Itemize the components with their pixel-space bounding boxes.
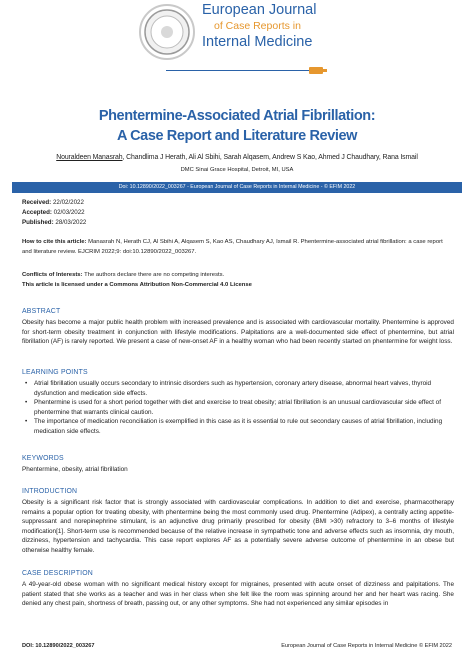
- journal-title-line3: Internal Medicine: [202, 34, 313, 51]
- affiliation: DMC Sinai Grace Hospital, Detroit, MI, USA: [180, 167, 294, 173]
- footer-journal: European Journal of Case Reports in Internal Medicine © EFIM 2022: [281, 643, 452, 649]
- case-description-text: A 49-year-old obese woman with no significant medical history except for migraines, presented with acute onset of dizziness and palpitations. The patient stated that she works as a teacher and was in her class when she felt like the room was spinning around her and her heart was racing. She denied any chest pain, shortness of breath, passing out, or any other symptoms. She had not experienced any similar episodes in: [22, 581, 454, 607]
- published-date: [22, 218, 86, 228]
- doi-banner: Doi: 10.12890/2022_003267 - European Journal of Case Reports in Internal Medicine - © EFIM 2022: [12, 182, 462, 193]
- conflicts-text: The authors declare there are no competing interests.: [84, 272, 225, 278]
- other-authors: , Chandlima J Herath, Ali Al Sbihi, Sarah Alqasem, Andrew S Kao, Ahmed J Chaudhary, Rana Ismail: [122, 154, 418, 161]
- article-title-line2: A Case Report and Literature Review: [116, 128, 358, 144]
- license-text: This article is licensed under a Commons Attribution Non-Commercial 4.0 License: [22, 282, 252, 288]
- published-value: 28/03/2022: [55, 219, 87, 226]
- stethoscope-logo-icon: [138, 3, 196, 61]
- conflicts-label: Conflicts of Interests:: [22, 272, 83, 278]
- learning-point: • The importance of medication reconciliation is exemplified in this case as it is essential to rule out secondary causes of atrial fibrillation, including medication side effects.: [22, 417, 452, 436]
- introduction-heading: INTRODUCTION: [22, 488, 78, 495]
- journal-title-line1: European Journal: [202, 2, 317, 18]
- learning-point: • Phentermine is used for a short period together with diet and exercise to treat obesity; atrial fibrillation is an unusual cardiovascular side effect of phentermine that warrants clinical caution.: [22, 398, 452, 417]
- logo-cable: [166, 70, 310, 71]
- citation-text: Manasrah N, Herath CJ, Al Sbihi A, Alqasem S, Kao AS, Chaudhary AJ, Ismail R. Phentermine-associated atrial fibrillation: a case report and literature review. EJCRIM 2022;9: doi:10.12890/2022_003267.: [22, 239, 443, 255]
- journal-title: [202, 3, 392, 51]
- received-value: 22/02/2022: [52, 199, 84, 206]
- citation-label: How to cite this article:: [22, 239, 87, 245]
- received-label: Received:: [22, 199, 52, 206]
- article-title: [0, 106, 474, 146]
- abstract-heading: ABSTRACT: [22, 308, 61, 315]
- keywords-heading: KEYWORDS: [22, 455, 64, 462]
- conflicts-block: [22, 270, 452, 290]
- author-list: [10, 154, 464, 161]
- article-title-line1: Phentermine-Associated Atrial Fibrillation:: [98, 108, 376, 124]
- article-dates: [22, 198, 86, 228]
- received-date: [22, 198, 86, 208]
- learning-point: • Atrial fibrillation usually occurs secondary to intrinsic disorders such as hypertension, coronary artery disease, abnormal heart valves, thyroid dysfunction and medication side effects.: [22, 379, 452, 398]
- footer-doi: DOI: 10.12890/2022_003267: [22, 643, 95, 649]
- published-label: Published:: [22, 219, 54, 226]
- abstract-text: Obesity has become a major public health problem with increased prevalence and is associated with cardiovascular mortality. Phentermine is approved for short-term obesity treatment in conjunction with lifestyle modifications. Palpitations are a well-documented side effect of phentermine, but atrial fibrillation (AF) is rarely reported. We present a case of new-onset AF in a healthy woman who had been recently started on phentermine for weight loss.: [22, 319, 454, 345]
- citation: [22, 238, 452, 257]
- journal-header: [0, 0, 474, 86]
- accepted-value: 02/03/2022: [53, 209, 85, 216]
- usb-plug-icon: [309, 67, 323, 74]
- accepted-date: [22, 208, 86, 218]
- learning-points-list: [22, 379, 452, 436]
- keywords-text: Phentermine, obesity, atrial fibrillation: [22, 466, 128, 473]
- first-author[interactable]: Nouraldeen Manasrah: [56, 154, 123, 161]
- introduction-text: Obesity is a significant risk factor that is strongly associated with cardiovascular complications. In addition to diet and exercise, pharmacotherapy remains a popular option for treating obesity, with phentermine being the most commonly used drug. Phentermine (Adipex), a centrally acting appetite-suppressant and norepinephrine stimulant, is an adjunctive drug primarily prescribed for obesity (BMI >30) refractory to 3–6 months of lifestyle modification[1]. Short-term use is recommended because of the relative increase in sympathetic tone and adverse effects such as insomnia, dry mouth, dizziness, hypertension and tachycardia. This case report explores AF as a potentially severe adverse outcome of phentermine in an obese but otherwise healthy female.: [22, 499, 454, 554]
- journal-title-line2: of Case Reports in: [214, 19, 301, 32]
- accepted-label: Accepted:: [22, 209, 52, 216]
- case-description-heading: CASE DESCRIPTION: [22, 570, 93, 577]
- learning-points-heading: LEARNING POINTS: [22, 369, 88, 376]
